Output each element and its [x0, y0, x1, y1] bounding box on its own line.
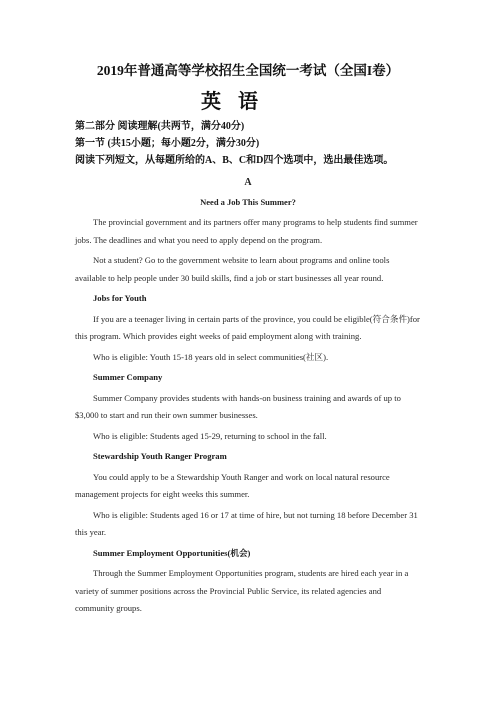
exam-title: 2019年普通高等学校招生全国统一考试（全国I卷）: [96, 63, 400, 78]
paragraph: Who is eligible: Students aged 16 or 17 at time of hire, but not turning 18 before December 31 this year.: [75, 509, 418, 537]
subheading: Summer Employment Opportunities(机会): [93, 547, 251, 558]
subheading: Stewardship Youth Ranger Program: [93, 451, 227, 461]
paragraph: Who is eligible: Students aged 15-29, returning to school in the fall.: [93, 430, 327, 441]
paragraph: Through the Summer Employment Opportunities program, students are hired each year in a variety of summer positions across the Provincial Public Service, its related agencies and community groups.: [75, 568, 409, 613]
section-heading: 第一节 (共15小题；每小题2分，满分30分): [75, 138, 260, 149]
instruction-text: 阅读下列短文，从每题所给的A、B、C和D四个选项中，选出最佳选项。: [75, 155, 394, 166]
paragraph: You could apply to be a Stewardship Youth Ranger and work on local natural resource management projects for eight weeks this summer.: [75, 471, 390, 499]
paragraph: Summer Company provides students with hands-on business training and awards of up to $3,000 to start and run their own summer businesses.: [75, 392, 401, 420]
paragraph: The provincial government and its partners offer many programs to help students find summer jobs. The deadlines and what you need to apply depend on the program.: [75, 217, 418, 245]
paragraph: Who is eligible: Youth 15-18 years old in select communities(社区).: [93, 351, 329, 362]
subheading: Jobs for Youth: [93, 293, 147, 303]
paragraph: Not a student? Go to the government website to learn about programs and online tools available to help people under 30 build skills, find a job or start businesses all year round.: [75, 255, 390, 283]
part-heading: 第二部分 阅读理解(共两节，满分40分): [75, 121, 245, 132]
paragraph: If you are a teenager living in certain parts of the province, you could be eligible(符合条件)for this program. Which provides eight weeks of paid employment along with training.: [75, 313, 420, 341]
passage-title: Need a Job This Summer?: [200, 197, 296, 207]
subject-title: 英 语: [201, 91, 264, 113]
passage-label: A: [244, 177, 252, 188]
subheading: Summer Company: [93, 372, 163, 382]
